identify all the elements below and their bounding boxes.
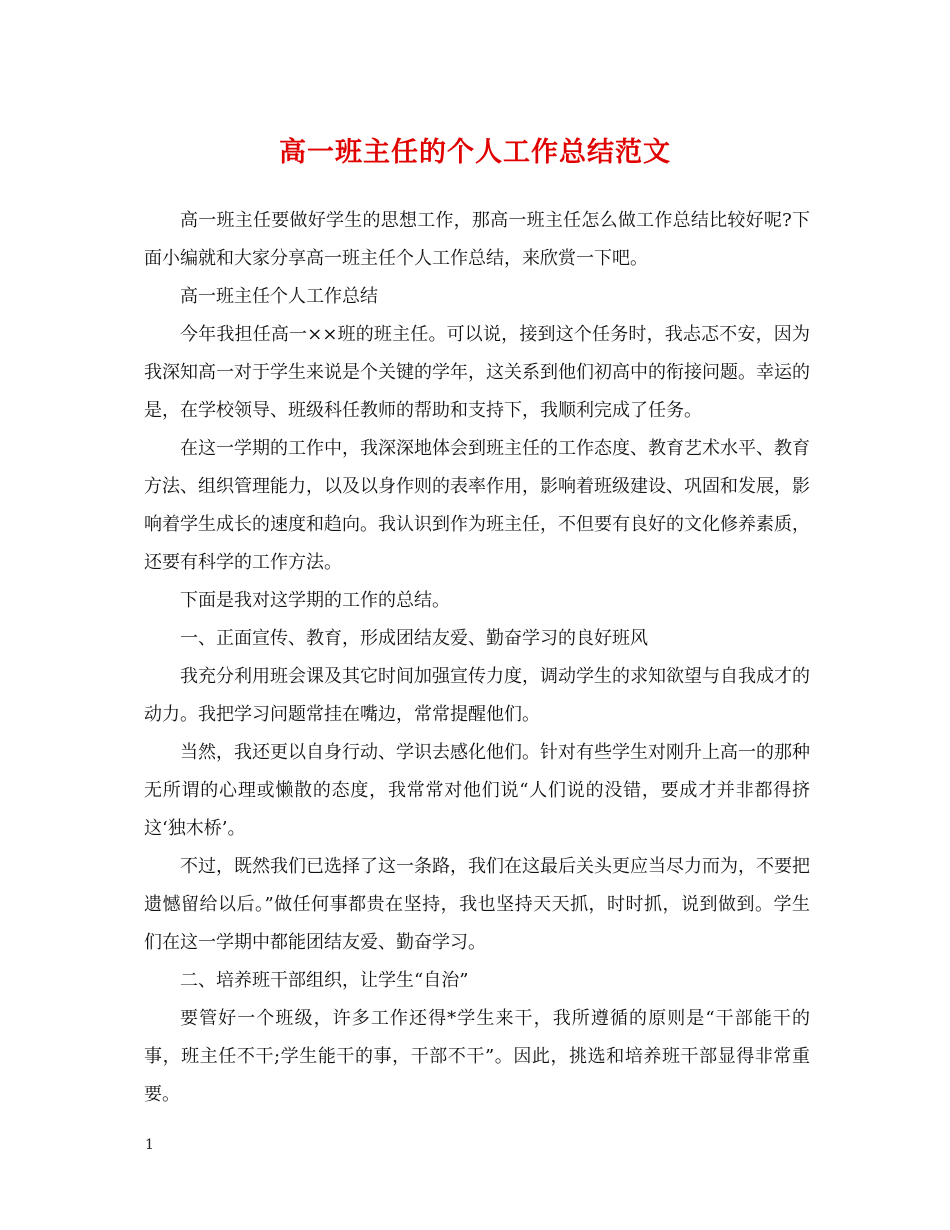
- paragraph: 今年我担任高一××班的班主任。可以说，接到这个任务时，我忐忑不安，因为我深知高一对于学生来说是个关键的学年，这关系到他们初高中的衔接问题。幸运的是，在学校领导、班级科任教师的帮助和支持下，我顺利完成了任务。: [144, 324, 810, 421]
- paragraph: 不过，既然我们已选择了这一条路，我们在这最后关头更应当尽力而为，不要把遗憾留给以后。”做任何事都贵在坚持，我也坚持天天抓，时时抓，说到做到。学生们在这一学期中都能团结友爱、勤奋学习。: [144, 856, 810, 953]
- document-body: [144, 202, 810, 1114]
- section-heading-1: 一、正面宣传、教育，形成团结友爱、勤奋学习的良好班风: [180, 628, 648, 649]
- document-title: 高一班主任的个人工作总结范文: [279, 137, 671, 168]
- paragraph: 要管好一个班级，许多工作还得*学生来干，我所遵循的原则是“干部能干的事，班主任不干;学生能干的事，干部不干”。因此，挑选和培养班干部显得非常重要。: [144, 1008, 810, 1105]
- paragraph: 当然，我还更以自身行动、学识去感化他们。针对有些学生对刚升上高一的那种无所谓的心理或懒散的态度，我常常对他们说“人们说的没错，要成才并非都得挤这‘独木桥’。: [144, 742, 810, 839]
- paragraph-intro: 高一班主任要做好学生的思想工作，那高一班主任怎么做工作总结比较好呢?下面小编就和大家分享高一班主任个人工作总结，来欣赏一下吧。: [144, 210, 810, 269]
- paragraph-heading: 高一班主任个人工作总结: [180, 286, 378, 307]
- page-number: 1: [145, 1137, 154, 1153]
- paragraph: 我充分利用班会课及其它时间加强宣传力度，调动学生的求知欲望与自我成才的动力。我把学习问题常挂在嘴边，常常提醒他们。: [144, 666, 810, 725]
- paragraph: 下面是我对这学期的工作的总结。: [180, 590, 450, 611]
- paragraph: 在这一学期的工作中，我深深地体会到班主任的工作态度、教育艺术水平、教育方法、组织管理能力，以及以身作则的表率作用，影响着班级建设、巩固和发展，影响着学生成长的速度和趋向。我认识到作为班主任，不但要有良好的文化修养素质，还要有科学的工作方法。: [144, 438, 810, 573]
- section-heading-2: 二、培养班干部组织，让学生“自治”: [180, 970, 469, 991]
